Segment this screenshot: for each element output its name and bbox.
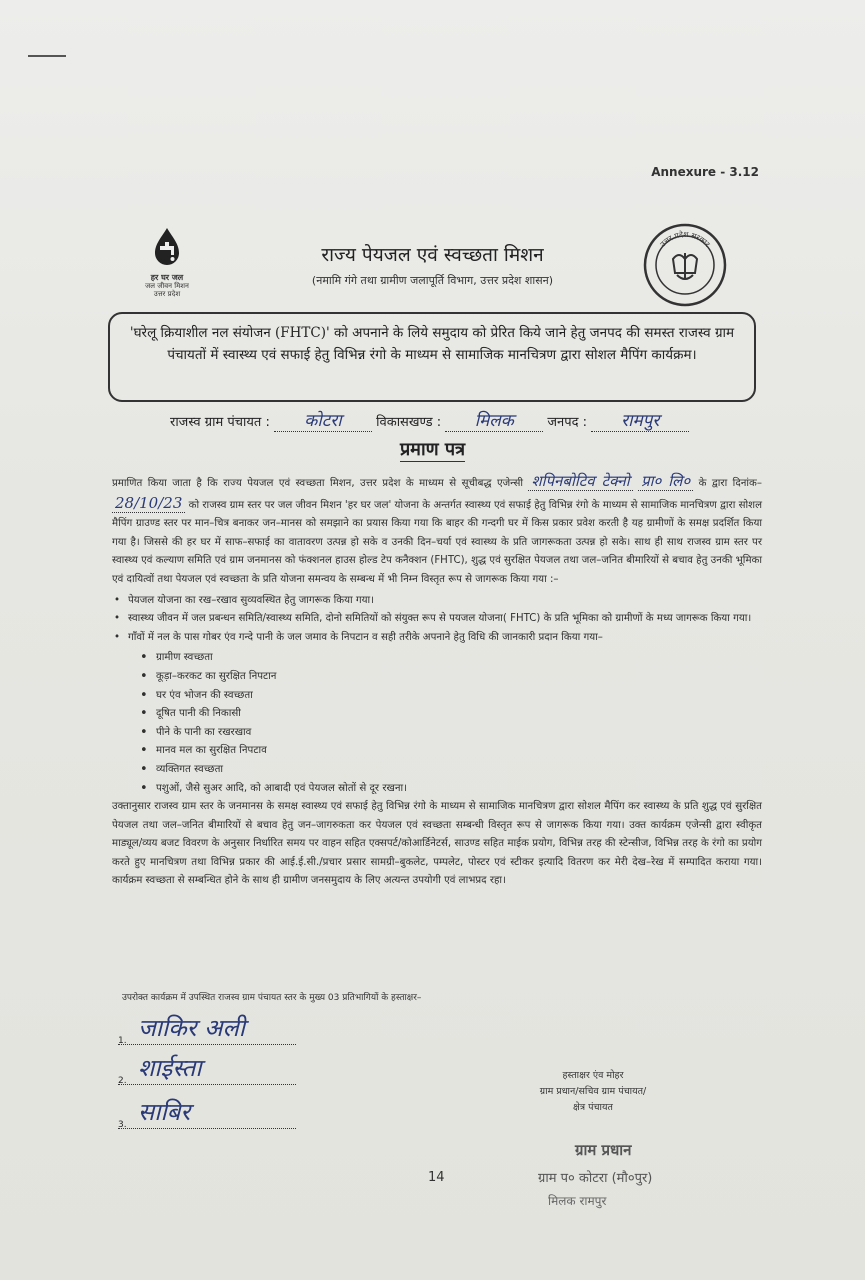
signature-line-3: 3. साबिर [118,1100,296,1129]
list-item: • पेयजल योजना का रख–रखाव सुव्यवस्थित हेतु जागरूक किया गया। [124,592,762,611]
location-fields [170,408,790,432]
signature-stamp-block [498,1068,688,1116]
list-item: • ग्रामीण स्वच्छता [154,649,762,668]
date-handwritten: 28/10/23 [112,494,185,513]
logo-caption-1: हर घर जल [150,273,184,282]
gram-panchayat-value: कोटरा [274,408,372,432]
list-item: • पशुओं, जैसे सुअर आदि, को आबादी एवं पेयजल स्रोतों से दूर रखना। [154,780,762,799]
signatories-intro: उपरोक्त कार्यक्रम में उपस्थित राजस्व ग्राम पंचायत स्तर के मुख्य 03 प्रतिभागियों के हस्ताक्षर– [122,993,422,1003]
list-item: • स्वास्थ्य जीवन में जल प्रबन्धन समिति/स्वास्थ्य समिति, दोनो समितियों को संयुक्त रूप से पयजल योजना( FHTC) के प्रति भूमिका को ग्रामीणों के मध्य जागरूक किया गया। [124,610,762,629]
list-item: • दूषित पानी की निकासी [154,705,762,724]
stamp-line-2: ग्राम प० कोटरा (मौ०पुर) [538,1171,653,1186]
certificate-body [112,472,762,891]
signature-line-1: 1. जाकिर अली [118,1016,296,1045]
block-value: मिलक [445,408,543,432]
stamp-block-line-3: क्षेत्र पंचायत [573,1102,613,1113]
sub-bullet-list [154,649,762,798]
body-paragraph-2: उक्तानुसार राजस्व ग्राम स्तर के जनमानस के समक्ष स्वास्थ्य एवं सफाई हेतु विभिन्न रंगो के माध्यम से सामाजिक मानचित्रण द्वारा सोशल मैपिंग कर स्वास्थ्य के प्रति शुद्ध एवं सुरक्षित पेयजल तथा जल–जनित बीमारियों से बचाव हेतु जन–जागरुकता कर पेयजल एवं स्वच्छता सम्बन्धी विस्तृत रूप से जागरूक किया गया। उक्त कार्यक्रम एजेन्सी द्वारा स्वीकृत माड्यूल/व्यय बजट विवरण के अनुसार निर्धारित समय पर वाहन सहित एक्सपर्ट/कोआर्डिनेटर्स, साउण्ड सहित माईक प्रयोग, विभिन्न तरह की स्टेन्सीज, विभिन्न तरह के रंगो का प्रयोग करते हुए मानचित्रण तथा विभिन्न प्रकार की आई.ई.सी./प्रचार प्रसार सामग्री–बुकलेट, पम्पलेट, पोस्टर एवं स्टीकर इत्यादि वितरण कर मेरी देख–रेख में सम्पादित कराया गया। कार्यक्रम स्वच्छता से सम्बन्धित होने के साथ ही ग्रामीण जनसमुदाय के लिए अत्यन्त उपयोगी एवं लाभप्रद रहा। [112,801,762,887]
bullet-list [112,592,762,799]
stamp-block-line-2: ग्राम प्रधान/सचिव ग्राम पंचायत/ [539,1086,647,1097]
stamp-title: ग्राम प्रधान [575,1141,632,1159]
signature-2: शाईस्ता [138,1054,202,1082]
agency-handwritten: शपिनबोटिव टेक्नो [528,472,632,491]
pen-mark [28,55,66,57]
seal-text: उत्तर प्रदेश सरकार [658,229,712,249]
list-item: • कूड़ा–करकट का सुरक्षित निपटान [154,668,762,687]
logo-caption-3: उत्तर प्रदेश [153,290,181,298]
list-item: • पीने के पानी का रखरखाव [154,724,762,743]
program-banner: 'घरेलू क्रियाशील नल संयोजन (FHTC)' को अपनाने के लिये समुदाय को प्रेरित किये जाने हेतु जनपद की समस्त राजस्व ग्राम पंचायतों में स्वास्थ्य एवं सफाई हेतु विभिन्न रंगो के माध्यम से सामाजिक मानचित्रण द्वारा सोशल मैपिंग कार्यक्रम। [108,312,756,402]
district-label: जनपद : [547,415,588,430]
certificate-title: प्रमाण पत्र [399,439,466,460]
district-value: रामपुर [591,408,689,432]
list-item: • गाँवों में नल के पास गोबर एंव गन्दे पानी के जल जमाव के निपटान व सही तरीके अपनाने हेतु विधि की जानकारी प्रदान किया गया– • ग्रामीण स्वच्छता • कूड़ा–करकट का सुरक्षित निपटान • घर एंव भोजन की स्वच्छता • दूषित पानी की निकासी • पीने के पानी का रखरखाव • मानव मल का सुरक्षित निपटाव • व्यक्तिगत स्वच्छता • पशुओं, जैसे सुअर आदि, को आबादी एवं पेयजल स्रोतों से दूर रखना। [124,629,762,798]
list-item: • व्यक्तिगत स्वच्छता [154,761,762,780]
mission-subtitle: (नमामि गंगे तथा ग्रामीण जलापूर्ति विभाग, उत्तर प्रदेश शासन) [311,274,554,287]
stamp-block-line-1: हस्ताक्षर एंव मोहर [562,1070,624,1081]
gram-panchayat-label: राजस्व ग्राम पंचायत : [170,415,270,430]
signature-1: जाकिर अली [138,1014,245,1042]
stamp-line-3: मिलक रामपुर [548,1194,607,1208]
signature-line-2: 2. शाईस्ता [118,1056,296,1085]
list-item: • मानव मल का सुरक्षित निपटाव [154,742,762,761]
block-label: विकासखण्ड : [376,415,442,430]
logo-caption-2: जल जीवन मिशन [145,282,189,290]
agency-handwritten-2: प्रा० लि० [638,472,693,491]
mission-title: राज्य पेयजल एवं स्वच्छता मिशन [321,244,544,266]
body-paragraph-1: प्रमाणित किया जाता है कि राज्य पेयजल एवं स्वच्छता मिशन, उत्तर प्रदेश के माध्यम से सूचीबद्ध एजेन्सी शपिनबोटिव टेक्नो प्रा० लि० के द्वारा दिनांक– 28/10/23 को राजस्व ग्राम स्तर पर जल जीवन मिशन 'हर घर जल' योजना के अन्तर्गत स्वास्थ्य एवं सफाई हेतु विभिन्न रंगो के माध्यम से सामाजिक मानचित्रण द्वारा सोशल मैपिंग ग्राउण्ड स्तर पर मान–चित्र बनाकर जन–मानस को समझाने का प्रयास किया गया कि बाहर की गन्दगी घर में किस प्रकार प्रवेश करती है यह ग्रामीणों के समक्ष प्रदर्शित किया गया है। जिससे की हर घर में साफ–सफाई का वातावरण उत्पन्न हो सके व उनकी दिन–चर्या एवं स्वास्थ्य के प्रति जागरूकता उत्पन्न हो सके। साथ ही साथ राजस्व ग्राम स्तर पर स्वास्थ्य एवं कल्याण समिति एवं ग्राम जनमानस को फंक्शनल हाउस होल्ड टेप कनैक्शन (FHTC), शुद्ध एवं सुरक्षित पेयजल तथा जल–जनित बीमारियों से बचाव हेतु उनकी भूमिका एवं दायित्वों तथा पेयजल एवं स्वच्छता के प्रति योजना समन्वय के सम्बन्ध में भी निम्न विस्तृत रूप से जागरूक किया गया :– [112,472,762,585]
signature-3: साबिर [138,1098,191,1126]
page-number: 14 [428,1170,445,1185]
annexure-label: Annexure - 3.12 [651,165,759,179]
list-item: • घर एंव भोजन की स्वच्छता [154,687,762,706]
